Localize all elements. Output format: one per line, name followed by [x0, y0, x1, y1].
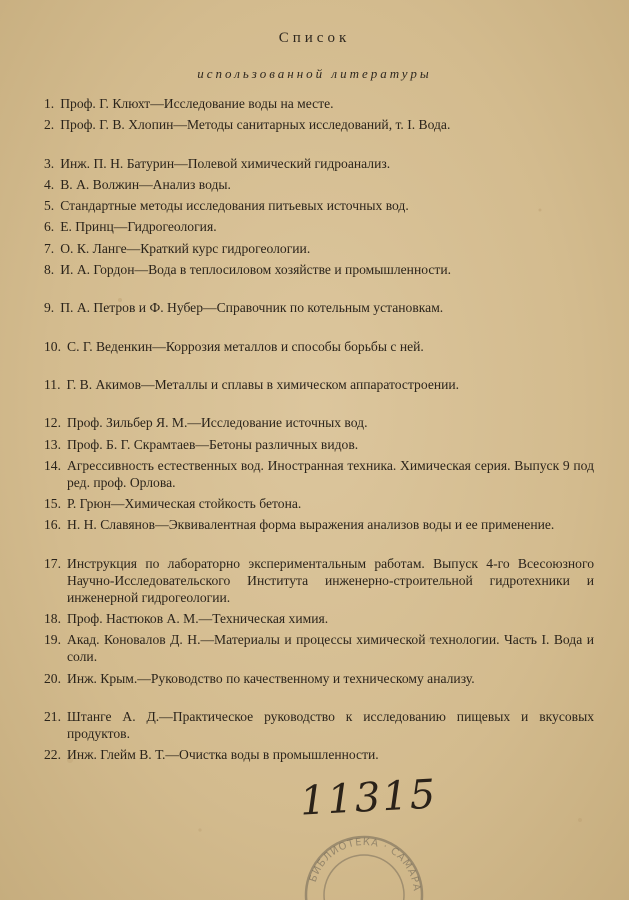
- entry-number: 11.: [44, 376, 61, 392]
- entry-text: П. А. Петров и Ф. Нубер—Справочник по котельным установкам.: [60, 300, 444, 316]
- entry-number: 8.: [44, 262, 55, 278]
- bibliography-entry: [44, 670, 594, 704]
- entry-number: 12.: [44, 415, 61, 431]
- entry-text: Проф. Настюков А. М.—Техническая химия.: [67, 611, 329, 627]
- entry-text: Н. Н. Славянов—Эквивалентная форма выражения анализов воды и ее применение.: [67, 517, 555, 533]
- entry-number: 18.: [44, 611, 61, 627]
- bibliography-entry: [44, 414, 594, 431]
- bibliography-entry: [44, 610, 594, 627]
- bibliography-entry: [44, 746, 594, 763]
- entry-number: 1.: [44, 96, 55, 111]
- entry-number: 3.: [44, 155, 55, 171]
- bibliography-entry: [44, 457, 594, 491]
- bibliography-entry: [44, 261, 594, 295]
- entry-text: О. К. Ланге—Краткий курс гидрогеологии.: [60, 240, 311, 256]
- bibliography-entry: [44, 555, 594, 606]
- bibliography-entry: [44, 240, 594, 257]
- bibliography-entry: [44, 495, 594, 512]
- entry-text: С. Г. Веденкин—Коррозия металлов и способы борьбы с ней.: [67, 338, 424, 354]
- entry-number: 22.: [44, 747, 61, 763]
- bibliography-entry: [44, 376, 594, 410]
- bibliography-entry: [44, 436, 594, 453]
- page-subtitle: использованной литературы: [197, 66, 432, 81]
- bibliography-entry: [44, 516, 594, 550]
- entry-text: Агрессивность естественных вод. Иностранная техника. Химическая серия. Выпуск 9 под ред. проф. Орлова.: [67, 457, 594, 490]
- entry-text: Штанге А. Д.—Практическое руководство к исследованию пищевых и вкусовых продуктов.: [67, 708, 594, 741]
- bibliography-entry: [44, 155, 594, 172]
- entry-text: В. А. Волжин—Анализ воды.: [60, 176, 231, 192]
- page-title: Список: [278, 30, 351, 46]
- entry-text: Проф. Б. Г. Скрамтаев—Бетоны различных видов.: [67, 436, 359, 452]
- entry-text: Инж. Крым.—Руководство по качественному и техническому анализу.: [67, 670, 475, 686]
- entry-text: Г. В. Акимов—Металлы и сплавы в химическом аппаратостроении.: [66, 376, 460, 392]
- bibliography-entry: [44, 95, 594, 112]
- entry-text: Е. Принц—Гидрогеология.: [60, 219, 217, 235]
- entry-number: 17.: [44, 555, 61, 571]
- entry-number: 20.: [44, 670, 61, 686]
- entry-number: 15.: [44, 496, 61, 512]
- entry-number: 6.: [44, 219, 55, 235]
- entry-text: Р. Грюн—Химическая стойкость бетона.: [67, 496, 302, 512]
- bibliography-entry: [44, 197, 594, 214]
- entry-number: 7.: [44, 240, 55, 256]
- bibliography-entry: [44, 631, 594, 665]
- bibliography-entry: [44, 218, 594, 235]
- entry-number: 13.: [44, 436, 61, 452]
- bibliography-list: [44, 95, 594, 768]
- entry-number: 19.: [44, 632, 61, 648]
- entry-text: Инж. Глейм В. Т.—Очистка воды в промышленности.: [67, 747, 379, 763]
- entry-text: Проф. Г. Клюхт—Исследование воды на месте.: [60, 96, 334, 111]
- entry-number: 4.: [44, 176, 55, 192]
- bibliography-entry: [44, 338, 594, 372]
- handwritten-inventory-number: 11315: [298, 771, 439, 825]
- entry-text: Стандартные методы исследования питьевых источных вод.: [60, 198, 409, 214]
- bibliography-entry: [44, 116, 594, 150]
- bibliography-entry: [44, 708, 594, 742]
- entry-text: Инструкция по лабораторно экспериментальным работам. Выпуск 4-го Всесоюзного Научно-Исследовательского Института инженерно-строительной гидротехники и инженерной гидрогеологии.: [67, 555, 594, 605]
- bibliography-entry: [44, 176, 594, 193]
- entry-number: 9.: [44, 300, 55, 316]
- entry-number: 10.: [44, 338, 61, 354]
- entry-number: 21.: [44, 708, 61, 724]
- bibliography-entry: [44, 299, 594, 333]
- library-stamp-icon: [292, 800, 432, 900]
- entry-text: И. А. Гордон—Вода в теплосиловом хозяйстве и промышленности.: [60, 262, 452, 278]
- entry-number: 2.: [44, 117, 55, 133]
- entry-text: Проф. Г. В. Хлопин—Методы санитарных исследований, т. I. Вода.: [60, 117, 451, 133]
- stamp-text: БИБЛИОТЕКА · САМАРА: [307, 836, 422, 893]
- entry-text: Проф. Зильбер Я. М.—Исследование источных вод.: [67, 415, 368, 431]
- entry-text: Инж. П. Н. Батурин—Полевой химический гидроанализ.: [60, 155, 391, 171]
- entry-number: 16.: [44, 517, 61, 533]
- entry-text: Акад. Коновалов Д. Н.—Материалы и процессы химической технологии. Часть I. Вода и соли.: [67, 632, 594, 665]
- entry-number: 5.: [44, 198, 55, 214]
- entry-number: 14.: [44, 457, 61, 473]
